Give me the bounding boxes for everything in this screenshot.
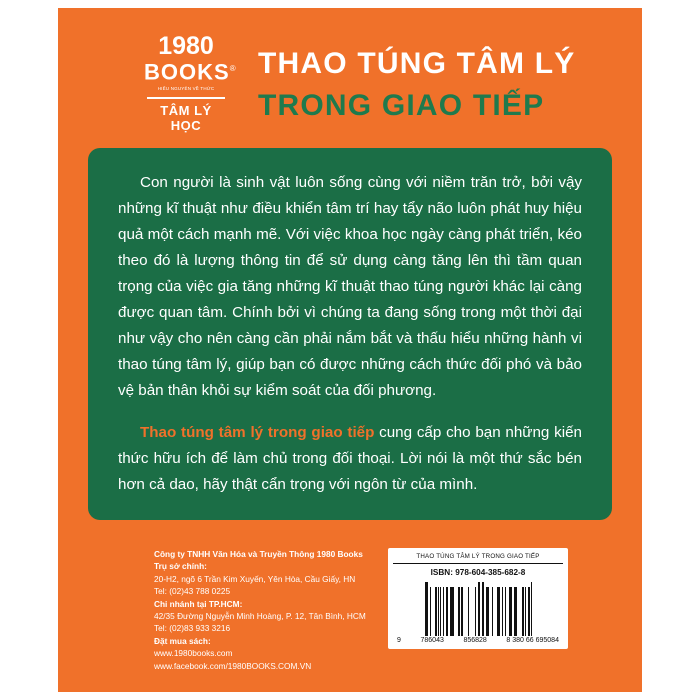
publisher-head-office-tel: Tel: (02)43 788 0225	[154, 586, 231, 597]
blurb-highlight-title: Thao túng tâm lý trong giao tiếp	[140, 424, 375, 441]
logo-books-label: BOOKS	[144, 59, 230, 85]
logo-divider	[147, 97, 225, 99]
publisher-branch-tel: Tel: (02)83 933 3216	[154, 623, 231, 634]
barcode-group-1: 786043	[420, 637, 444, 644]
barcode-digits	[393, 636, 563, 644]
barcode-addon: 8 380 66 695084	[506, 637, 559, 644]
publisher-logo	[144, 32, 237, 134]
book-title-line2: TRONG GIAO TIẾP	[258, 89, 545, 122]
publisher-info	[154, 548, 404, 672]
book-title	[258, 46, 628, 124]
isbn-barcode-box	[388, 548, 568, 649]
blurb-paragraph-2-rest: cung cấp cho bạn những kiến thức hữu ích để làm chủ trong đối thoại. Lời nói là một thứ sắc bén hơn cả dao, hãy thật cẩn trọng với ngôn từ của mình.	[118, 424, 582, 493]
publisher-company: Công ty TNHH Văn Hóa và Truyền Thông 1980 Books	[154, 549, 363, 559]
publisher-order-label: Đặt mua sách:	[154, 635, 211, 646]
book-cover	[58, 8, 642, 692]
blurb-paragraph-2	[118, 420, 582, 498]
barcode-image	[393, 582, 563, 636]
blurb-text	[118, 170, 582, 498]
logo-1980-text: 1980	[158, 32, 214, 60]
barcode-group-2: 856828	[463, 637, 487, 644]
blurb-panel	[88, 148, 612, 520]
publisher-facebook[interactable]: www.facebook.com/1980BOOKS.COM.VN	[154, 660, 312, 671]
logo-tagline: HIẾU NGUYÊN VỀ THỨC	[157, 86, 215, 92]
isbn-divider	[393, 563, 563, 564]
logo-books-text	[144, 58, 237, 85]
cover-header	[58, 26, 642, 134]
book-title-line1: THAO TÚNG TÂM LÝ	[258, 47, 576, 80]
blurb-paragraph-1: Con người là sinh vật luôn sống cùng với niềm trăn trở, bởi vậy những kĩ thuật như điều khiển tâm trí hay tẩy não luôn phát huy hiệu quả một cách mạnh mẽ. Với việc khoa học ngày càng phát triển, kéo theo đó là lượng thông tin để sử dụng càng tăng lên thì tầm quan trọng của việc gia tăng những kĩ thuật thao túng người khác lại càng được quan tâm. Chính bởi vì chúng ta đang sống trong một thời đại như vậy cho nên càng cần phải nắm bắt và thấu hiểu những hành vi thao túng tâm lý, giúp bạn có được những cách thức đối phó và bảo vệ bản thân khỏi sự kiểm soát của đối phương.	[118, 174, 582, 399]
isbn-book-title: THAO TÚNG TÂM LÝ TRONG GIAO TIẾP	[416, 553, 540, 560]
publisher-branch-label: Chi nhánh tại TP.HCM:	[154, 598, 243, 609]
publisher-head-office-label: Trụ sở chính:	[154, 561, 207, 572]
publisher-branch-address: 42/35 Đường Nguyễn Minh Hoàng, P. 12, Tân Bình, HCM	[154, 611, 366, 622]
publisher-website[interactable]: www.1980books.com	[154, 648, 233, 659]
isbn-number: ISBN: 978-604-385-682-8	[430, 568, 526, 577]
logo-trademark: ®	[229, 64, 237, 73]
logo-subtitle-line1: TÂM LÝ	[160, 103, 212, 119]
barcode-left-digit: 9	[397, 637, 401, 644]
cover-footer	[58, 536, 642, 686]
publisher-head-office-address: 20-H2, ngõ 6 Trần Kim Xuyến, Yên Hòa, Cầu Giấy, HN	[154, 573, 356, 584]
logo-subtitle-line2: HỌC	[170, 118, 202, 134]
